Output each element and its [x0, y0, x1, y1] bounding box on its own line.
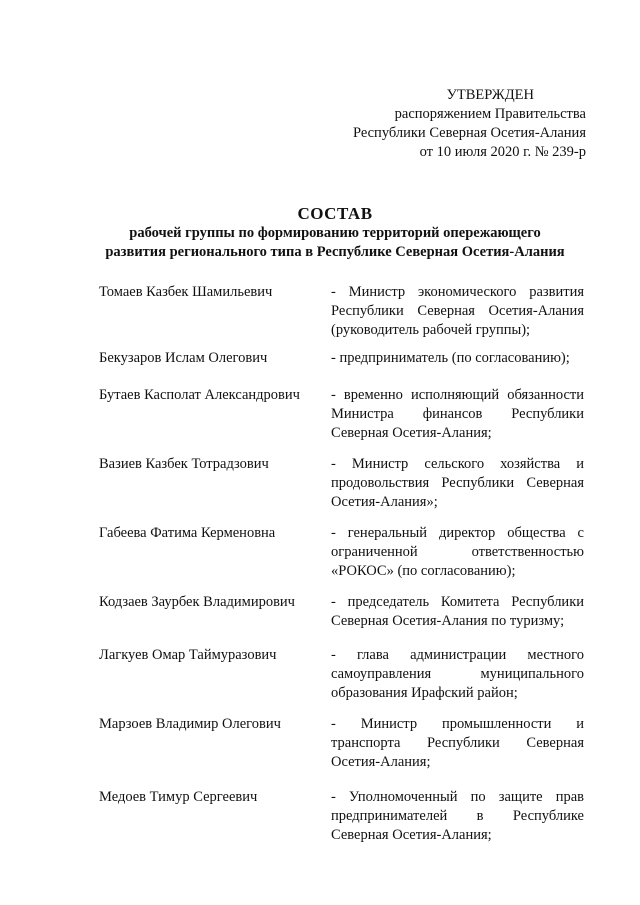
approval-line-2: Республики Северная Осетия-Алания — [352, 125, 586, 141]
member-name: Марзоев Владимир Олегович — [99, 716, 281, 732]
title-sub-2: развития регионального типа в Республике Северная Осетия-Алания — [105, 244, 565, 260]
member-name: Лагкуев Омар Таймуразович — [99, 647, 277, 663]
member-name: Бекузаров Ислам Олегович — [99, 350, 268, 366]
approval-stamp — [353, 86, 586, 162]
member-name: Томаев Казбек Шамильевич — [99, 284, 273, 300]
member-role: - предприниматель (по согласованию); — [331, 350, 570, 366]
approval-line-3: от 10 июля 2020 г. № 239-р — [419, 144, 586, 160]
member-role: - председатель Комитета Республики Северная Осетия-Алания по туризму; — [331, 594, 584, 629]
member-name: Бутаев Касполат Александрович — [99, 387, 300, 403]
document-title — [60, 204, 610, 262]
member-role: - Министр экономического развития Республики Северная Осетия-Алания (руководитель рабочей группы); — [331, 284, 584, 338]
member-name: Габеева Фатима Керменовна — [99, 525, 276, 541]
approval-line-1: распоряжением Правительства — [394, 106, 586, 122]
title-main: СОСТАВ — [297, 204, 373, 223]
member-role: - Уполномоченный по защите прав предпринимателей в Республике Северная Осетия-Алания; — [331, 789, 584, 843]
title-sub-1: рабочей группы по формированию территорий опережающего — [129, 225, 541, 241]
member-name: Кодзаев Заурбек Владимирович — [99, 594, 295, 610]
approval-heading: УТВЕРЖДЕН — [446, 87, 534, 103]
member-name: Вазиев Казбек Тотрадзович — [99, 456, 269, 472]
member-role: - глава администрации местного самоуправления муниципального образования Ирафский район; — [331, 647, 584, 701]
member-role: - Министр сельского хозяйства и продовольствия Республики Северная Осетия-Алания»; — [331, 456, 584, 510]
member-role: - временно исполняющий обязанности Министра финансов Республики Северная Осетия-Алания; — [331, 387, 584, 441]
member-name: Медоев Тимур Сергеевич — [99, 789, 258, 805]
member-role: - Министр промышленности и транспорта Республики Северная Осетия-Алания; — [331, 716, 584, 770]
member-role: - генеральный директор общества с ограниченной ответственностью «РОКОС» (по согласованию); — [331, 525, 584, 579]
